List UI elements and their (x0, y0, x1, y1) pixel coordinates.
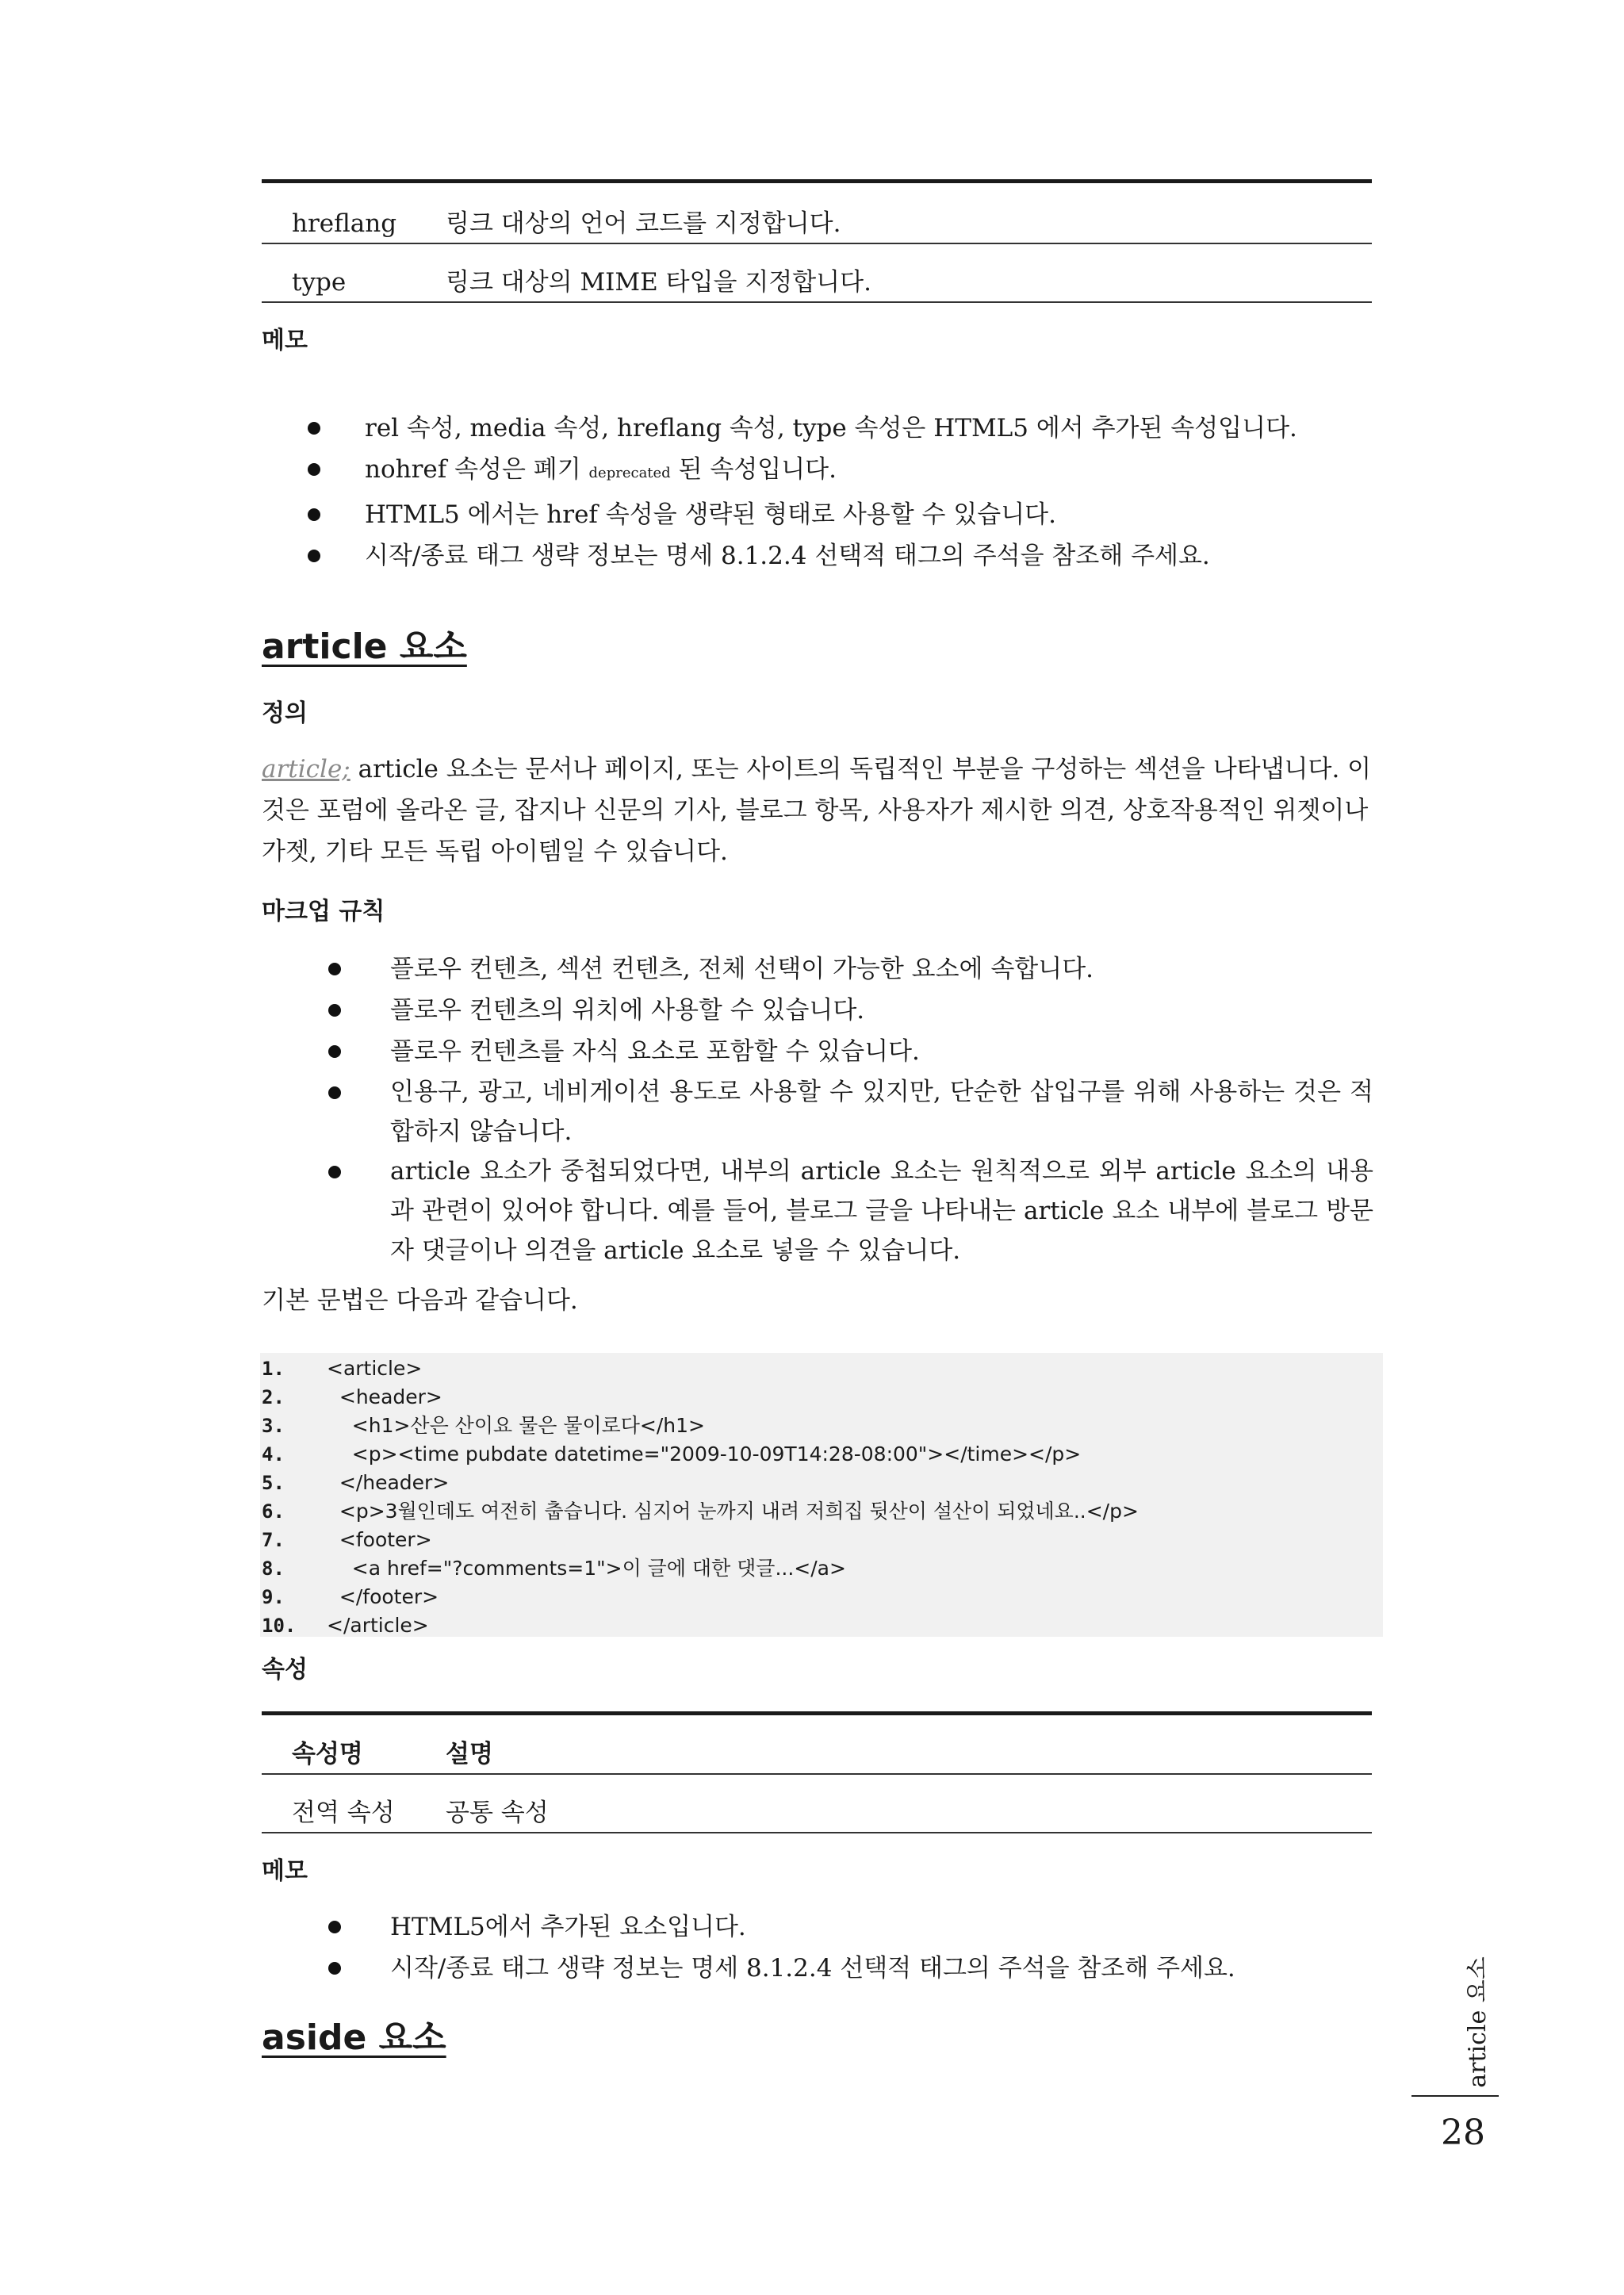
article-heading: article 요소 (262, 626, 467, 667)
definition-label: 정의 (262, 699, 308, 727)
code-line: 10. </article> (262, 1614, 429, 1637)
attr-name-hreflang: hreflang (292, 209, 397, 238)
attr-name-global: 전역 속성 (292, 1799, 395, 1827)
page-number: 28 (1441, 2113, 1485, 2153)
attr-table-top-rule (262, 1711, 1372, 1715)
attr-table-header-rule (262, 1773, 1372, 1775)
attr-table-bottom-rule (262, 1832, 1372, 1833)
code-line: 1. <article> (262, 1357, 423, 1380)
code-line: 6. <p>3월인데도 여전히 춥습니다. 심지어 눈까지 내려 저희집 뒷산이 설산이 되었네요..</p> (262, 1500, 1139, 1523)
attr-name-type: type (292, 268, 347, 297)
attributes-label: 속성 (262, 1656, 308, 1684)
list-item: HTML5에서 추가된 요소입니다. (390, 1906, 1373, 1948)
side-section-tab: article 요소 (1464, 1956, 1492, 2088)
table-row-divider (262, 243, 1372, 244)
table-top-rule (262, 179, 1372, 183)
list-item: 시작/종료 태그 생략 정보는 명세 8.1.2.4 선택적 태그의 주석을 참조해 주세요. (365, 535, 1475, 577)
markup-rules-label: 마크업 규칙 (262, 898, 385, 925)
attr-desc-type: 링크 대상의 MIME 타입을 지정합니다. (446, 268, 871, 297)
deprecated-subscript: deprecated (588, 465, 671, 481)
attr-desc-global: 공통 속성 (446, 1799, 549, 1827)
memo-label: 메모 (262, 1857, 308, 1885)
code-line: 5. </header> (262, 1471, 450, 1494)
memo-list (365, 408, 1475, 577)
list-item: article 요소가 중첩되었다면, 내부의 article 요소는 원칙적으로 외부 article 요소의 내용과 관련이 있어야 합니다. 예를 들어, 블로그 글을 나타내는 article 요소 내부에 블로그 방문자 댓글이나 의견을 article 요소로 넣을 수 있습니다. (390, 1151, 1373, 1270)
table-bottom-rule (262, 301, 1372, 303)
list-item: 인용구, 광고, 네비게이션 용도로 사용할 수 있지만, 단순한 삽입구를 위해 사용하는 것은 적합하지 않습니다. (390, 1072, 1373, 1151)
attr-header-name: 속성명 (292, 1740, 363, 1768)
memo-list (390, 1906, 1373, 1989)
attr-header-desc: 설명 (446, 1740, 493, 1768)
basic-syntax-text: 기본 문법은 다음과 같습니다. (262, 1286, 578, 1315)
code-line: 9. </footer> (262, 1585, 439, 1608)
definition-paragraph: article; article 요소는 문서나 페이지, 또는 사이트의 독립적인 부분을 구성하는 섹션을 나타냅니다. 이것은 포럼에 올라온 글, 잡지나 신문의 기사, 블로그 항목, 사용자가 제시한 의견, 상호작용적인 위젯이나 가젯, 기타 모든 독립 아이템일 수 있습니다. (262, 755, 1372, 866)
code-line: 2. <header> (262, 1385, 442, 1408)
markup-rules-list (390, 948, 1373, 1270)
list-item: 플로우 컨텐츠를 자식 요소로 포함할 수 있습니다. (390, 1031, 1373, 1072)
list-item: rel 속성, media 속성, hreflang 속성, type 속성은 HTML5 에서 추가된 속성입니다. (365, 408, 1475, 449)
code-line: 3. <h1>산은 산이요 물은 물이로다</h1> (262, 1414, 705, 1437)
code-line: 4. <p><time pubdate datetime="2009-10-09T14:28-08:00"></time></p> (262, 1443, 1082, 1466)
definition-link[interactable]: article; (262, 755, 350, 784)
code-line: 8. <a href="?comments=1">이 글에 대한 댓글...</a> (262, 1557, 846, 1580)
list-item: nohref 속성은 폐기 deprecated 된 속성입니다. (365, 449, 1475, 494)
list-item: 시작/종료 태그 생략 정보는 명세 8.1.2.4 선택적 태그의 주석을 참조해 주세요. (390, 1948, 1373, 1989)
list-item: 플로우 컨텐츠의 위치에 사용할 수 있습니다. (390, 990, 1373, 1031)
page-number-rule (1411, 2095, 1499, 2097)
aside-heading: aside 요소 (262, 2017, 446, 2058)
attr-desc-hreflang: 링크 대상의 언어 코드를 지정합니다. (446, 209, 841, 238)
memo-label: 메모 (262, 327, 308, 354)
code-line: 7. <footer> (262, 1528, 432, 1551)
list-item: HTML5 에서는 href 속성을 생략된 형태로 사용할 수 있습니다. (365, 494, 1475, 535)
list-item: 플로우 컨텐츠, 섹션 컨텐츠, 전체 선택이 가능한 요소에 속합니다. (390, 948, 1373, 990)
